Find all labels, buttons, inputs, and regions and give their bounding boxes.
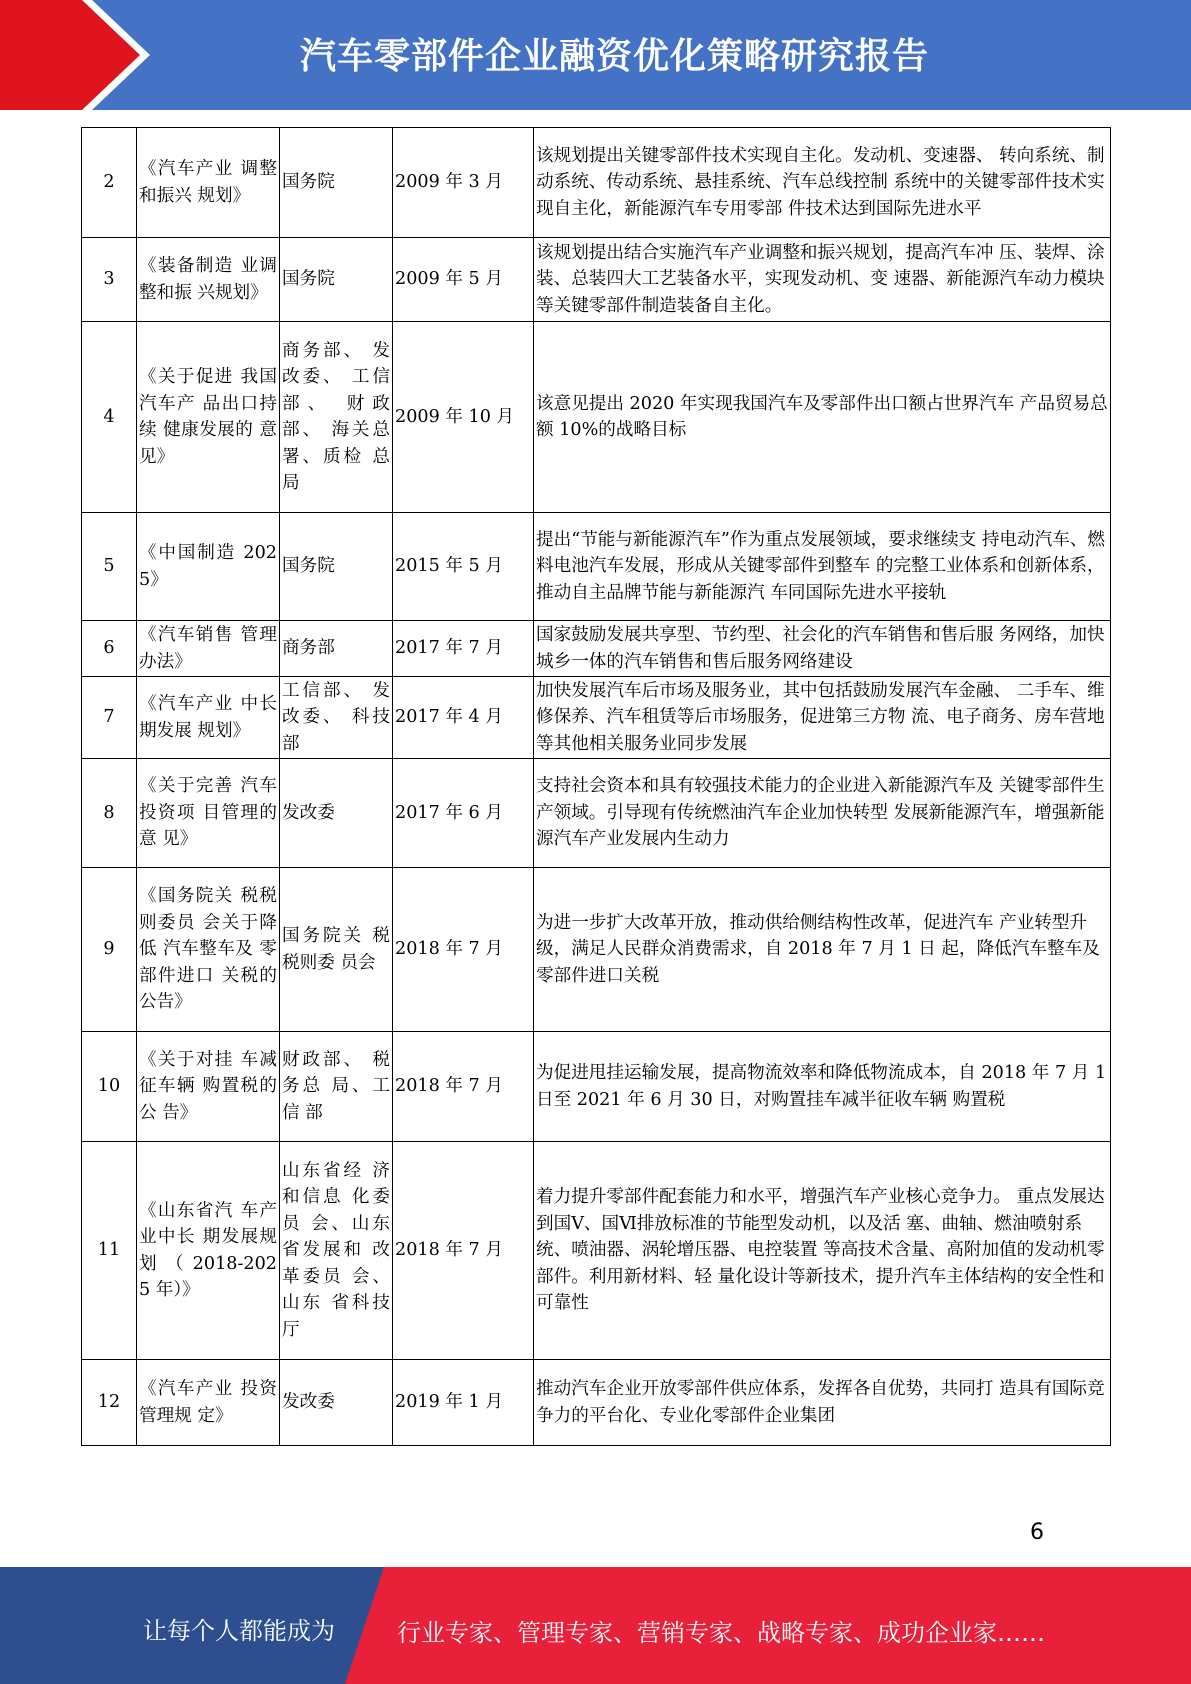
policy-description: 该规划提出结合实施汽车产业调整和振兴规划，提高汽车冲 压、装焊、涂装、总装四大工艺装备水平，实现发动机、变 速器、新能源汽车动力模块等关键零部件制造装备自主化。 bbox=[534, 238, 1111, 322]
issuing-department: 商务部 bbox=[280, 621, 393, 677]
row-number: 11 bbox=[82, 1142, 137, 1360]
row-number: 12 bbox=[82, 1360, 137, 1446]
issue-date: 2009 年 10 月 bbox=[393, 322, 534, 513]
issue-date: 2017 年 4 月 bbox=[393, 677, 534, 759]
issuing-department: 国务院 bbox=[280, 238, 393, 322]
table-row bbox=[82, 1032, 1111, 1142]
page-number: 6 bbox=[1030, 1520, 1044, 1545]
table-row bbox=[82, 759, 1111, 868]
policy-name: 《汽车产业 调整和振兴 规划》 bbox=[137, 128, 280, 238]
policy-description: 推动汽车企业开放零部件供应体系，发挥各自优势，共同打 造具有国际竞争力的平台化、专业化零部件企业集团 bbox=[534, 1360, 1111, 1446]
issue-date: 2017 年 7 月 bbox=[393, 621, 534, 677]
issuing-department: 国务院关 税税则委 员会 bbox=[280, 868, 393, 1032]
issuing-department: 商务部、 发改委、 工信部、 财政部、 海关总署、质检 总局 bbox=[280, 322, 393, 513]
row-number: 5 bbox=[82, 513, 137, 621]
issue-date: 2018 年 7 月 bbox=[393, 868, 534, 1032]
issue-date: 2015 年 5 月 bbox=[393, 513, 534, 621]
issue-date: 2017 年 6 月 bbox=[393, 759, 534, 868]
table-row bbox=[82, 621, 1111, 677]
issuing-department: 发改委 bbox=[280, 759, 393, 868]
issue-date: 2009 年 3 月 bbox=[393, 128, 534, 238]
row-number: 9 bbox=[82, 868, 137, 1032]
issuing-department: 财政部、 税务总 局、工信 部 bbox=[280, 1032, 393, 1142]
table-row bbox=[82, 1360, 1111, 1446]
policy-name: 《装备制造 业调整和振 兴规划》 bbox=[137, 238, 280, 322]
policy-name: 《国务院关 税税则委员 会关于降低 汽车整车及 零部件进口 关税的公告》 bbox=[137, 868, 280, 1032]
row-number: 6 bbox=[82, 621, 137, 677]
policy-description: 提出“节能与新能源汽车”作为重点发展领域，要求继续支 持电动汽车、燃料电池汽车发展，形成从关键零部件到整车 的完整工业体系和创新体系，推动自主品牌节能与新能源汽 车同国际先进水平接轨 bbox=[534, 513, 1111, 621]
policy-name: 《关于完善 汽车投资项 目管理的意 见》 bbox=[137, 759, 280, 868]
table-row bbox=[82, 1142, 1111, 1360]
footer-slogan-left: 让每个人都能成为 bbox=[143, 1617, 335, 1645]
report-title: 汽车零部件企业融资优化策略研究报告 bbox=[300, 36, 930, 77]
policy-description: 该规划提出关键零部件技术实现自主化。发动机、变速器、 转向系统、制动系统、传动系统、悬挂系统、汽车总线控制 系统中的关键零部件技术实现自主化，新能源汽车专用零部 件技术达到国际先进水平 bbox=[534, 128, 1111, 238]
table-row bbox=[82, 513, 1111, 621]
row-number: 3 bbox=[82, 238, 137, 322]
table-row bbox=[82, 868, 1111, 1032]
policy-description: 加快发展汽车后市场及服务业，其中包括鼓励发展汽车金融、 二手车、维修保养、汽车租赁等后市场服务，促进第三方物 流、电子商务、房车营地等其他相关服务业同步发展 bbox=[534, 677, 1111, 759]
row-number: 8 bbox=[82, 759, 137, 868]
row-number: 10 bbox=[82, 1032, 137, 1142]
policy-description: 为促进甩挂运输发展，提高物流效率和降低物流成本，自 2018 年 7 月 1 日至 2021 年 6 月 30 日，对购置挂车减半征收车辆 购置税 bbox=[534, 1032, 1111, 1142]
policy-description: 为进一步扩大改革开放，推动供给侧结构性改革，促进汽车 产业转型升级，满足人民群众消费需求，自 2018 年 7 月 1 日 起，降低汽车整车及零部件进口关税 bbox=[534, 868, 1111, 1032]
row-number: 2 bbox=[82, 128, 137, 238]
issue-date: 2009 年 5 月 bbox=[393, 238, 534, 322]
policy-description: 该意见提出 2020 年实现我国汽车及零部件出口额占世界汽车 产品贸易总额 10%的战略目标 bbox=[534, 322, 1111, 513]
row-number: 4 bbox=[82, 322, 137, 513]
policy-name: 《汽车产业 中长期发展 规划》 bbox=[137, 677, 280, 759]
page-header bbox=[0, 0, 1191, 110]
policy-description: 支持社会资本和具有较强技术能力的企业进入新能源汽车及 关键零部件生产领域。引导现有传统燃油汽车企业加快转型 发展新能源汽车，增强新能源汽车产业发展内生动力 bbox=[534, 759, 1111, 868]
issue-date: 2019 年 1 月 bbox=[393, 1360, 534, 1446]
page-footer bbox=[0, 1567, 1191, 1684]
table-row bbox=[82, 238, 1111, 322]
policy-name: 《关于对挂 车减征车辆 购置税的公 告》 bbox=[137, 1032, 280, 1142]
policy-name: 《山东省汽 车产业中长 期发展规划 （ 2018-2025 年）》 bbox=[137, 1142, 280, 1360]
policy-name: 《中国制造 2025》 bbox=[137, 513, 280, 621]
footer-slogan-right: 行业专家、管理专家、营销专家、战略专家、成功企业家…… bbox=[397, 1619, 1045, 1647]
policy-name: 《汽车产业 投资管理规 定》 bbox=[137, 1360, 280, 1446]
policy-name: 《汽车销售 管理办法》 bbox=[137, 621, 280, 677]
issue-date: 2018 年 7 月 bbox=[393, 1032, 534, 1142]
policy-description: 国家鼓励发展共享型、节约型、社会化的汽车销售和售后服 务网络，加快城乡一体的汽车销售和售后服务网络建设 bbox=[534, 621, 1111, 677]
policy-name: 《关于促进 我国汽车产 品出口持续 健康发展的 意见》 bbox=[137, 322, 280, 513]
issuing-department: 发改委 bbox=[280, 1360, 393, 1446]
table-row bbox=[82, 322, 1111, 513]
table-row bbox=[82, 128, 1111, 238]
policy-table bbox=[81, 127, 1111, 1446]
issuing-department: 国务院 bbox=[280, 128, 393, 238]
issuing-department: 山东省经 济和信息 化委员 会、山东 省发展和 改革委员 会、山东 省科技厅 bbox=[280, 1142, 393, 1360]
issuing-department: 工信部、 发改委、 科技部 bbox=[280, 677, 393, 759]
policy-description: 着力提升零部件配套能力和水平，增强汽车产业核心竞争力。 重点发展达到国Ⅴ、国Ⅵ排放标准的节能型发动机，以及活 塞、曲轴、燃油喷射系统、喷油器、涡轮增压器、电控装置 等高技术含量、高附加值的发动机零部件。利用新材料、轻 量化设计等新技术，提升汽车主体结构的安全性和可靠性 bbox=[534, 1142, 1111, 1360]
issue-date: 2018 年 7 月 bbox=[393, 1142, 534, 1360]
row-number: 7 bbox=[82, 677, 137, 759]
table-row bbox=[82, 677, 1111, 759]
issuing-department: 国务院 bbox=[280, 513, 393, 621]
